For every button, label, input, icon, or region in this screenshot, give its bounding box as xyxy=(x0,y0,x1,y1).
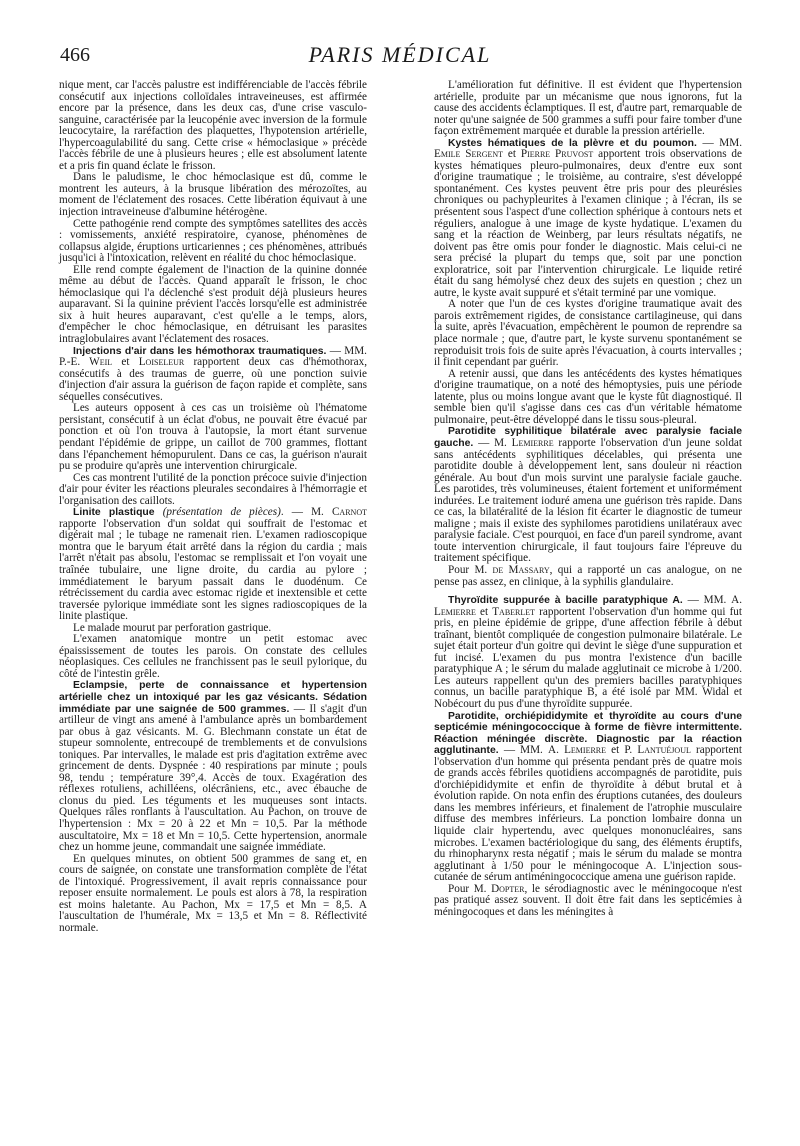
paragraph: A retenir aussi, que dans les antécédents des kystes hématiques d'origine traumatique, on a noté des hémoptysies, puis une période latente, plus ou moins longue avant que le kyste fût diagnostiqué. Il semble bien qu'il s'agisse dans ces cas d'un véritable hématome pulmonaire, peut-être développé dans le tissu sous-pleural. xyxy=(434,367,742,426)
section-heading: Parotidite, orchiépididymite et thyroïdite au cours d'une septicémie méningococcique à forme de fièvre intermittente. Réaction méningée discrète. Diagnostic par la réaction agglutinante. xyxy=(434,710,742,757)
author-name: Taberlet xyxy=(492,605,536,618)
paragraph: Pour M. de Massary, qui a rapporté un cas analogue, on ne pense pas assez, en clinique, à la syphilis glandulaire. xyxy=(434,563,742,588)
running-title: PARIS MÉDICAL xyxy=(308,42,492,67)
paragraph: Cette pathogénie rend compte des symptômes satellites des accès : vomissements, anxiété respiratoire, cyanose, phénomènes de collapsus algide, éruptions urticariennes ; ces phénomènes, attribués jusqu'ici à l'intoxication, relèvent en réalité du choc hémoclasique. xyxy=(59,217,367,265)
author-name: P. Lantuéjoul xyxy=(624,744,691,757)
section-heading: Injections d'air dans les hémothorax traumatiques. xyxy=(73,345,327,357)
paragraph: L'amélioration fut définitive. Il est évident que l'hypertension artérielle, produite par un mécanisme que nous ignorons, fut la cause des accidents éclamptiques. Il est, d'autre part, remarquable de noter qu'une saignée de 500 grammes a suffi pour faire tomber d'une façon extrêmement marquée et durable la pression artérielle. xyxy=(434,79,742,138)
page-number: 466 xyxy=(60,44,90,66)
paragraph: L'examen anatomique montre un petit estomac avec épaississement de toutes les parois. On constate des cellules néoplasiques. Ces cellules ne franchissent pas le seuil pylorique, du côté de l'intestin grêle. xyxy=(59,633,367,680)
author-name: Emile Sergent xyxy=(434,148,504,161)
section-thyroidite: Thyroïdite suppurée à bacille paratyphique A. — MM. A. Lemierre et Taberlet rapportent l'observation d'un homme qui fut pris, en pleine épidémie de grippe, d'une affection fébrile à début traînant, bientôt compliquée de congestion pulmonaire bilatérale. Le sujet était porteur d'un goitre qui devint le siège d'une suppuration et fut incisé. L'examen du pus montra l'existence d'un bacille paratyphique A ; le sérum du malade agglutinait ce microbe à 1/200. Les auteurs rappellent qu'un des premiers bacilles paratyphiques connus, un bacille paratyphique B, a été isolé par MM. Widal et Nobécourt du pus d'une thyroïdite suppurée. xyxy=(434,594,743,710)
page-header xyxy=(0,0,800,78)
author-name: P.-E. Weil xyxy=(59,356,113,369)
left-column xyxy=(59,80,367,934)
paragraph: Pour M. Dopter, le sérodiagnostic avec le méningocoque n'est pas pratiqué assez souvent. Il doit être fait dans les septicémies à méningocoques et dans les méningites à xyxy=(434,882,742,918)
author-name: Lemierre xyxy=(511,436,554,449)
author-name: Pierre Pruvost xyxy=(520,148,594,161)
section-kystes: Kystes hématiques de la plèvre et du poumon. — MM. Emile Sergent et Pierre Pruvost apportent trois observations de kystes hématiques pleuro-pulmonaires, deux d'entre eux sont d'origine traumatique ; le troisième, au contraire, s'est développé spontanément. Ces kystes peuvent être pris pour des pleurésies chroniques ou pachypleurites à l'examen clinique ; à l'écran, ils se présentent sous l'aspect d'une collection sphérique à contours nets et réguliers, analogue à une image de kyste hydatique. L'examen du sang et la réaction de Weinberg, par leurs résultats négatifs, ne doivent pas être omis pour fonder le diagnostic. Mais celui-ci ne sera précisé la plupart du temps que, soit par une ponction exploratrice, soit par l'intervention chirurgicale. Le liquide retiré était du sang hémolysé chez deux des sujets en question ; chez un autre, le kyste avait suppuré et s'était terminé par une vomique. xyxy=(434,136,742,299)
paragraph: Dans le paludisme, le choc hémoclasique est dû, comme le montrent les auteurs, à la brusque libération des mérozoïtes, au moment de l'éclatement des rosaces. Cette libération équivaut à une injection intraveineuse d'albumine hétérogène. xyxy=(59,171,367,219)
author-name: Dopter xyxy=(491,882,525,895)
right-column xyxy=(434,80,742,918)
section-hemothorax: Injections d'air dans les hémothorax traumatiques. — MM. P.-E. Weil et Loiseleur rapportent deux cas d'hémothorax, consécutifs à des traumas de guerre, où une ponction suivie d'injection d'air assura la guérison de façon rapide et complète, sans séquelles consécutives. xyxy=(59,344,367,403)
author-name: A. Lemierre xyxy=(434,594,743,618)
section-heading: Thyroïdite suppurée à bacille paratyphique A. xyxy=(448,595,683,607)
paragraph: Elle rend compte également de l'inaction de la quinine donnée même au début de l'accès. Quand apparaît le frisson, le choc hémoclasique qui l'a déclenché s'est produit déjà plusieurs heures auparavant. Si la quinine prévient l'accès lorsqu'elle est administrée six à huit heures auparavant, c'est qu'elle a le temps, alors, d'empêcher le choc hémoclasique, en détruisant les parasites intraglobulaires avant l'éclatement des rosaces. xyxy=(59,263,367,346)
section-parotidite-syphilitique: Parotidite syphilitique bilatérale avec paralysie faciale gauche. — M. Lemierre rapporte l'observation d'un jeune soldat sans antécédents syphilitiques décelables, qui présenta une parotidite double à développement lent, sans douleur ni réaction générale. Au bout d'un mois survint une paralysie faciale gauche. Les parotides, très volumineuses, étaient fortement et uniformément indurées. Le traitement ioduré amena une guérison très rapide. Dans ce cas, la bilatéralité de la lésion fit écarter le diagnostic de tumeur maligne ; mais il existe des syphilomes parotidiens unilatéraux avec paralysie faciale. C'est pourquoi, en face d'un pareil syndrome, avant toute intervention chirurgicale, il faut toujours faire l'épreuve du traitement spécifique. xyxy=(434,426,742,565)
paragraph: Ces cas montrent l'utilité de la ponction précoce suivie d'injection d'air pour éviter les réactions pleurales secondaires à l'hémorragie et l'organisation des caillots. xyxy=(59,471,367,507)
paragraph: nique ment, car l'accès palustre est indifférenciable de l'accès fébrile consécutif aux injections colloïdales intraveineuses, est affirmée encore par la présence, dans les deux cas, d'une crise vasculo-sanguine, caractérisée par la leucopénie avec inversion de la formule leucocytaire, la raréfaction des plaquettes, l'hypotension artérielle, l'hypercoagulabilité du sang. Cette crise « hémoclasique » précède l'accès fébrile de une à plusieurs heures ; elle est absolument latente et a pris fin quand éclate le frisson. xyxy=(59,79,367,172)
author-name: A. Lemierre xyxy=(548,744,607,757)
paragraph: En quelques minutes, on obtient 500 grammes de sang et, en cours de saignée, on constate une transformation complète de l'état de l'intoxiqué. Progressivement, il avait repris connaissance pour reposer ensuite normalement. Le pouls est alors à 78, la respiration est moins haletante. Au Pachon, Mx = 17,5 et Mn = 8,5. A l'auscultation de l'humérale, Mx = 13,5 et Mn = 8. Réflectivité normale. xyxy=(59,852,367,934)
section-eclampsie: Eclampsie, perte de connaissance et hypertension artérielle chez un intoxiqué par les gaz vésicants. Sédation immédiate par une saignée de 500 grammes. — Il s'agit d'un artilleur de vingt ans amené à l'ambulance après un bombardement par obus à gaz vésicants. M. G. Blechmann constate un état de stupeur somnolente, entrecoupé de tremblements et de convulsions toniques. Par intervalles, le malade est pris d'agitation extrême avec grincement de dents. Dyspnée : 40 respirations par minute ; pouls 98, tendu ; température 39°,4. Accès de toux. Exagération des réflexes rotuliens, achilléens, olécrâniens, etc., avec ébauche de clonus du pied. Les téguments et les muqueuses sont intacts. Quelques râles ronflants à l'auscultation. Au Pachon, on trouve de l'hypertension : Mx = 20 à 22 et Mn = 10,5. Par la méthode auscultatoire, Mx = 18 et Mn = 10,5. Cette hypertension, anormale chez un homme jeune, commandait une saignée immédiate. xyxy=(59,680,368,854)
author-name: Loiseleur xyxy=(138,356,185,369)
paragraph: A noter que l'un de ces kystes d'origine traumatique avait des parois extrêmement rigides, de consistance cartilagineuse, qui dans la suite, après l'évacuation, empêchèrent le poumon de reprendre sa place normale ; que, d'autre part, le kyste survenu spontanément se reproduisit trois fois de suite après l'évacuation, à courts intervalles ; il finit cependant par guérir. xyxy=(434,298,742,369)
author-name: Carnot xyxy=(331,506,367,519)
author-name: de Massary xyxy=(492,563,550,576)
section-heading: Parotidite syphilitique bilatérale avec paralysie faciale gauche. xyxy=(434,426,742,449)
section-septicemie: Parotidite, orchiépididymite et thyroïdite au cours d'une septicémie méningococcique à forme de fièvre intermittente. Réaction méningée discrète. Diagnostic par la réaction agglutinante. — MM. A. Lemierre et P. Lantuéjoul rapportent l'observation d'un homme qui présenta pendant près de quatre mois de grands accès fébriles quotidiens accompagnés de parotidite, puis d'orchiépididymite et enfin de thyroïdite à début brutal et à évolution rapide. On nota enfin des éruptions cutanées, des douleurs dans les membres inférieurs, et finalement de l'atrophie musculaire diffuse des membres inférieurs. La ponction lombaire donna un liquide clair hypertendu, avec quelques mononucléaires, sans microbes. L'examen bactériologique du sang, des éléments éruptifs, du rhinopharynx resta négatif ; mais le sérum du malade se montra agglutinant à 1/50 pour le méningocoque A. L'injection sous-cutanée de sérum antiméningococcique amena une guérison rapide. xyxy=(434,710,742,884)
section-heading: Kystes hématiques de la plèvre et du poumon. xyxy=(448,137,697,149)
section-heading: Eclampsie, perte de connaissance et hypertension artérielle chez un intoxiqué par les gaz vésicants. Sédation immédiate par une saignée de 500 grammes. xyxy=(59,680,367,715)
section-heading: Linite plastique xyxy=(73,507,155,519)
paragraph: Les auteurs opposent à ces cas un troisième où l'hématome persistant, consécutif à un éclat d'obus, ne pouvait être évacué par ponction et où l'on trouva à l'autopsie, la mort étant survenue pendant l'épidémie de grippe, un caillot de 700 grammes, flottant dans l'épanchement hémopurulent. Dans ce cas, la guérison n'aurait pu se produire qu'après une intervention chirurgicale. xyxy=(59,402,367,473)
section-linite: Linite plastique (présentation de pièces). — M. Carnot rapporte l'observation d'un soldat qui souffrait de l'estomac et digérait mal ; le tubage ne ramenait rien. L'examen radioscopique montra que le baryum était arrêté dans la région du cardia ; mais l'arrêt n'était pas absolu, l'estomac se remplissait et l'on voyait une traînée tubulaire, une ligne droite, du cardia au pylore ; immédiatement le baryum passait dans le duodénum. Ce rétrécissement du cardia avec estomac rigide et inextensible et cette traversée pylorique immédiate sont les signes radioscopiques de la linite plastique. xyxy=(59,506,367,623)
paragraph: Le malade mourut par perforation gastrique. xyxy=(73,621,272,634)
section-subtitle: (présentation de pièces) xyxy=(162,506,281,519)
